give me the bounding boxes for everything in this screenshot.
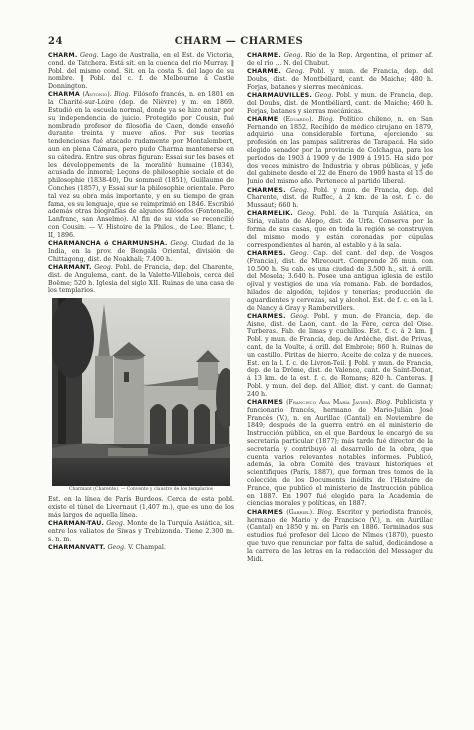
entry-category: Biog. xyxy=(318,115,335,123)
entry-text: Filósofo francés, n. en 1801 en la Charité-sur-Loire (dep. de Nièvre) y m. en 1869. Estudió en la escuela normal, donde ya se hizo notar por su independencia de juicio. Protegido por Cousin, fué nombrado profesor de filosofía de Caen, donde enseñó durante treinta y nueve años. Por sus teorías tendenciosas fué atacado rudamente por Montalembert, aun en plena Cámara, pero pudo Charma mantenerse en su cátedra. Entre sus obras figuran: Essai sur les bases et les développements de la moralité humaine (1834), acusada de inmoral; Leçons de philosophie sociale et de philosophie (1838-40), Du sommeil (1851), Guillaume de Conches (1857), y Essai sur la philosophie orientale. Pero tal vez su obra más importante, y en su tiempo de gran fama, es su lenguaje, que se reimprimió en 1846. Escribió además otras biografías de algunos filósofos (Fontenelle, Lanfranc, san Anselmo). Al fin de su vida se reconcilió con Cousin. — V. Histoire de la Philos., de Lee. Blanc, t. II, 1896. xyxy=(48,91,234,239)
entry-text: Pobl. de Francia, dep. del Charente, dist. de Angulema, cant. de la Valette-Villebois, cerca del Boëme; 520 h. Iglesia del siglo XII. Ruinas de una casa de los templarios. xyxy=(48,264,234,295)
entry-category: Biog. xyxy=(317,508,334,516)
page-header xyxy=(48,36,430,50)
entry-name: (Francisco Ana María Javier). xyxy=(286,399,373,407)
entry-text: Político chileno, n. en San Fernando en 1852. Recibido de médico cirujano en 1879, adquirió una considerable fortuna, ejerciendo su profesión en las pampas salitreras de Tarapacá. Ha sido elegido senador por la provincia de Colchagua, para los períodos de 1903 á 1909 y de 1909 á 1915. Ha sido por dos veces ministro de Industria y obras públicas, y jefe del gabinete desde el 22 de Enero de 1909 hasta el 15 de Junio del mismo año. Pertenece al partido liberal. xyxy=(247,115,433,186)
entry-category: Geog. xyxy=(314,91,334,99)
headword: CHARMANVATT. xyxy=(48,543,106,551)
dictionary-entry xyxy=(48,91,234,239)
dictionary-entry xyxy=(48,52,234,91)
dictionary-entry xyxy=(48,520,234,543)
headword: CHARMES. xyxy=(247,312,286,320)
entry-text: Pobl. y mun. de Francia, dep. de Aisne, dist. de Laon, cant. de la Fère, cerca del Oise. Turberas. Fab. de limas y cuchillos. Est. f. c. á 2 km. ‖ Pobl. y mun. de Francia, dep. de Ardèche, dist. de Privas, cant. de la Voulte, á orill. del Embroie; 860 h. Ruinas de un castillo. Piritas de hierro. Aceite de colza y de nueces. Est. en la l. f. c. de Livron-Teil. ‖ Pobl. y mun. de Francia, dep. de la Drôme, dist. de Valence, cant. de Saint-Donat, á 13 km. de la est. f. c. de Romans; 820 h. Canteras. ‖ Pobl. y mun. del dep. del Allier, dist. y cant. de Gannat; 240 h. xyxy=(247,312,433,398)
dictionary-entry xyxy=(247,187,433,210)
left-column xyxy=(48,52,234,722)
page-number: 24 xyxy=(48,36,63,47)
headword: CHARMANT. xyxy=(48,264,92,272)
figure xyxy=(52,298,230,493)
headword: CHARMANCHA ó CHARMUNSHA. xyxy=(48,240,168,248)
entry-name: (Gabriel). xyxy=(286,508,315,516)
dictionary-entry xyxy=(48,264,234,295)
entry-category: Geog. xyxy=(290,249,309,257)
headword: CHARM. xyxy=(48,52,78,59)
entry-text: Ciudad de la India, en la prov. de Bengala Oriental, división de Chittagong, dist. de Noakhali; 7.400 h. xyxy=(48,240,234,263)
figure-caption: Charmant (Charente). — Convento y claustro de los templarios xyxy=(68,487,213,493)
entry-text: Pobl. y mun. de Francia, dep. del Doubs, dist. de Montbéliard, cant. de Maiche; 480 h. Forjas, batanes y sierras mecánicas. xyxy=(247,68,433,91)
entry-text: Cap. del cant. del dep. de Vosgos (Francia), dist. de Mirecourt. Comprende 26 mun. con 10.500 h. Su cab. es una ciudad de 3.500 h., sit. á orill. del Mosela; 3.640 h. Posee una antigua iglesia de estilo ojival y vestigios de una vía romana. Fab. de bordados, hilados de algodón, tejidos y tenerías; producción de aguardientes y cervezas, sal y alcohol. Est. de f. c. en la l. de Nancy á Gray y Rambervillers. xyxy=(247,249,433,312)
headword: CHARMAN-TAU. xyxy=(48,520,105,528)
dictionary-entry xyxy=(48,496,234,519)
headword: CHARMES xyxy=(247,399,284,407)
dictionary-entry xyxy=(247,399,433,508)
headword: CHARMELIK. xyxy=(247,210,293,218)
dictionary-entry xyxy=(247,509,433,564)
dictionary-entry xyxy=(48,240,234,263)
entry-category: Geog. xyxy=(286,68,305,76)
photo-church xyxy=(52,298,230,486)
entry-text: Est. en la línea de París Burdeos. Cerca de esta pobl. existe el túnel de Livernaut (1,407 m.), que es uno de los más largos de aquella línea. xyxy=(48,496,234,519)
entry-text: Pobl. de la Turquía Asiática, en Siria, valiato de Alepo, dist. de Urfa. Conserva por la forma de sus casas, que en toda la región se construyen del mismo modo y están coronadas por cúpulas correspondientes al harén, al establo y á la sala. xyxy=(247,210,433,249)
entry-text: Pobl. y mun. de Francia, dep. del Charente, dist. de Ruffec, á 2 km. de la est. f. c. de Mussaut; 660 h. xyxy=(247,186,433,210)
dictionary-entry xyxy=(247,68,433,91)
entry-category: Geog. xyxy=(170,240,190,248)
right-column xyxy=(247,52,433,722)
entry-category: Geog. xyxy=(94,264,113,272)
entry-text: Pobl. y mun. de Francia, dep. del Doubs, dist. de Montbéliard, cant. de Maiche; 460 h. Forjas, batanes y sierras mecánicas. xyxy=(247,91,433,115)
entry-category: Geog. xyxy=(290,186,309,194)
headword: CHARMES. xyxy=(247,186,286,194)
entry-category: Biog. xyxy=(114,91,131,99)
headword: CHARMA xyxy=(48,91,80,99)
entry-text: Escritor y periodista francés, hermano de Mario y de Francisco (V.), n. en Aurillac (Cantal) en 1850 y m. en París en 1886. Terminados sus estudios fué profesor del Liceo de Nîmes (1870), puesto que tuvo que renunciar por falta de salud, dedicándose a la carrera de las letras en la redacción del Messager du Midi. xyxy=(247,508,433,563)
dictionary-entry xyxy=(48,544,234,552)
entry-text: Monte de la Turquía Asiática, sit. entre los valiatos de Siwas y Trebizonda. Tiene 2.300 m. s. n. m. xyxy=(48,520,234,543)
headword: CHARME. xyxy=(247,68,281,76)
headword: CHARMES. xyxy=(247,249,286,257)
dictionary-entry xyxy=(247,52,433,68)
entry-text: V. Champal. xyxy=(128,543,166,551)
entry-text: Publicista y funcionario francés, hermano de Mario-Julián José Francés (V.), n. en Aurillac (Cantal) en Noviembre de 1849; después de la guerra entró en el ministerio de Instrucción pública, en el que Bardoux le encargó de su secretaría particular (1877); más tarde fué director de la secretaría y contribuyó al desarrollo de la obra, que cuenta varios relevantes notables informes. Publicó, además, la obra Comité des travaux historiques et scientifiques (París, 1887), que forman tres tomos de la colección de los Documents inédits de l'Histoire de France, que publicó el ministerio de Instrucción pública en 1887. En 1907 fué elegido para la Academia de ciencias morales y políticas, en 1887. xyxy=(247,399,433,508)
headword: CHARMAUVILLES. xyxy=(247,91,312,99)
entry-text: Río de la Rep. Argentina, el primer af. de el río ... N. del Chubut. xyxy=(247,52,433,67)
running-head: CHARM — CHARMES xyxy=(174,36,304,47)
dictionary-entry xyxy=(247,210,433,249)
entry-category: Geog. xyxy=(297,210,316,218)
headword: CHARMES xyxy=(247,508,284,516)
headword: CHARME xyxy=(247,115,279,123)
entry-category: Biog. xyxy=(375,399,393,407)
dictionary-entry xyxy=(247,250,433,312)
entry-name: (Antonio). xyxy=(82,91,112,99)
dictionary-entry xyxy=(247,116,433,186)
dictionary-entry xyxy=(247,92,433,115)
dictionary-entry xyxy=(247,313,433,399)
entry-category: Geog. xyxy=(283,52,303,59)
entry-category: Geog. xyxy=(107,543,127,551)
entry-name: (Eduardo). xyxy=(283,115,314,123)
entry-category: Geog. xyxy=(106,520,125,528)
entry-category: Geog. xyxy=(290,312,309,320)
entry-text: Lago de Australia, en el Est. de Victoria, cond. de Tatchera. Está sit. en la cuenca del río Murray. ‖ Pobl. del mismo cond. Sit. en la costa S. del lago de su nombre. ‖ Pobl. del c. f. de Melbourne á Castle Donnington. xyxy=(48,52,234,91)
headword: CHARME. xyxy=(247,52,281,59)
entry-category: Geog. xyxy=(80,52,99,59)
